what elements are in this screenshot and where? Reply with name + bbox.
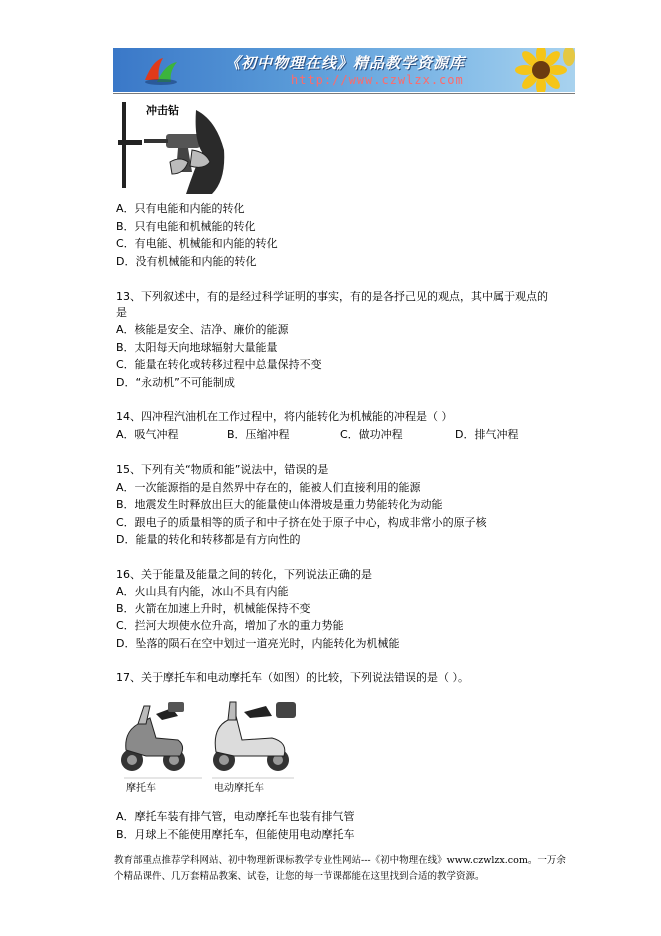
header-rule: [113, 93, 575, 94]
q13-stem: 13、下列叙述中，有的是经过科学证明的事实，有的是各抒己见的观点，其中属于观点的: [116, 290, 548, 303]
electric-motorcycle-icon: [213, 702, 296, 771]
q13-option-a: A．核能是安全、洁净、廉价的能源: [116, 323, 289, 336]
page-footer: [114, 853, 566, 885]
q16-option-d: D．坠落的陨石在空中划过一道亮光时，内能转化为机械能: [116, 637, 400, 650]
banner-url[interactable]: http://www.czwlzx.com: [291, 73, 464, 87]
q15-option-d: D．能量的转化和转移都是有方向性的: [116, 533, 301, 546]
q15-stem: 15、下列有关“物质和能”说法中，错误的是: [116, 463, 329, 476]
electric-motorcycle-label: 电动摩托车: [214, 783, 264, 794]
q14-option-d: D．排气冲程: [455, 428, 519, 441]
motorcycle-icon: [121, 702, 185, 771]
footer-line-2: 个精品课件、几万套精品教案、试卷，让您的每一节课都能在这里找到合适的教学资源。: [114, 871, 485, 882]
q14-option-a: A．吸气冲程: [116, 428, 179, 441]
q12-option-b: B．只有电能和机械能的转化: [116, 220, 256, 233]
q14-option-c: C．做功冲程: [340, 428, 403, 441]
q13-option-c: C．能量在转化或转移过程中总量保持不变: [116, 358, 322, 371]
drill-label: 冲击钻: [146, 104, 179, 117]
q17-option-b: B．月球上不能使用摩托车，但能使用电动摩托车: [116, 828, 355, 841]
site-logo-icon: [143, 54, 179, 86]
q12-option-c: C．有电能、机械能和内能的转化: [116, 237, 278, 250]
q14-stem: 14、四冲程汽油机在工作过程中，将内能转化为机械能的冲程是（ ）: [116, 410, 453, 423]
banner-title: 《初中物理在线》精品教学资源库: [225, 54, 466, 72]
q15-option-b: B．地震发生时释放出巨大的能量使山体滑坡是重力势能转化为动能: [116, 498, 443, 511]
q15-option-c: C．跟电子的质量相等的质子和中子挤在处于原子中心，构成非常小的原子核: [116, 516, 487, 529]
q13-option-b: B．太阳每天向地球辐射大量能量: [116, 341, 278, 354]
q16-option-b: B．火箭在加速上升时，机械能保持不变: [116, 602, 311, 615]
q12-option-a: A．只有电能和内能的转化: [116, 202, 245, 215]
q13-stem-cont: 是: [116, 306, 127, 319]
q13-option-d: D．“永动机”不可能制成: [116, 376, 235, 389]
q16-option-a: A．火山具有内能，冰山不具有内能: [116, 585, 289, 598]
q16-option-c: C．拦河大坝使水位升高，增加了水的重力势能: [116, 619, 344, 632]
q17-option-a: A．摩托车装有排气管，电动摩托车也装有排气管: [116, 810, 355, 823]
motorcycle-label: 摩托车: [126, 783, 156, 794]
q17-stem: 17、关于摩托车和电动摩托车（如图）的比较，下列说法错误的是（ ）。: [116, 671, 469, 684]
footer-line-1: 教育部重点推荐学科网站、初中物理新课标教学专业性网站---《初中物理在线》www.czwlzx.com。一万余: [114, 855, 566, 866]
q16-stem: 16、关于能量及能量之间的转化，下列说法正确的是: [116, 568, 372, 581]
sunflower-icon: [513, 48, 575, 92]
impact-drill-figure: [116, 100, 232, 196]
motorcycle-figure: [116, 694, 306, 794]
header-banner: [113, 48, 575, 92]
q12-option-d: D．没有机械能和内能的转化: [116, 255, 257, 268]
q15-option-a: A．一次能源指的是自然界中存在的，能被人们直接利用的能源: [116, 481, 421, 494]
q14-option-b: B．压缩冲程: [227, 428, 290, 441]
